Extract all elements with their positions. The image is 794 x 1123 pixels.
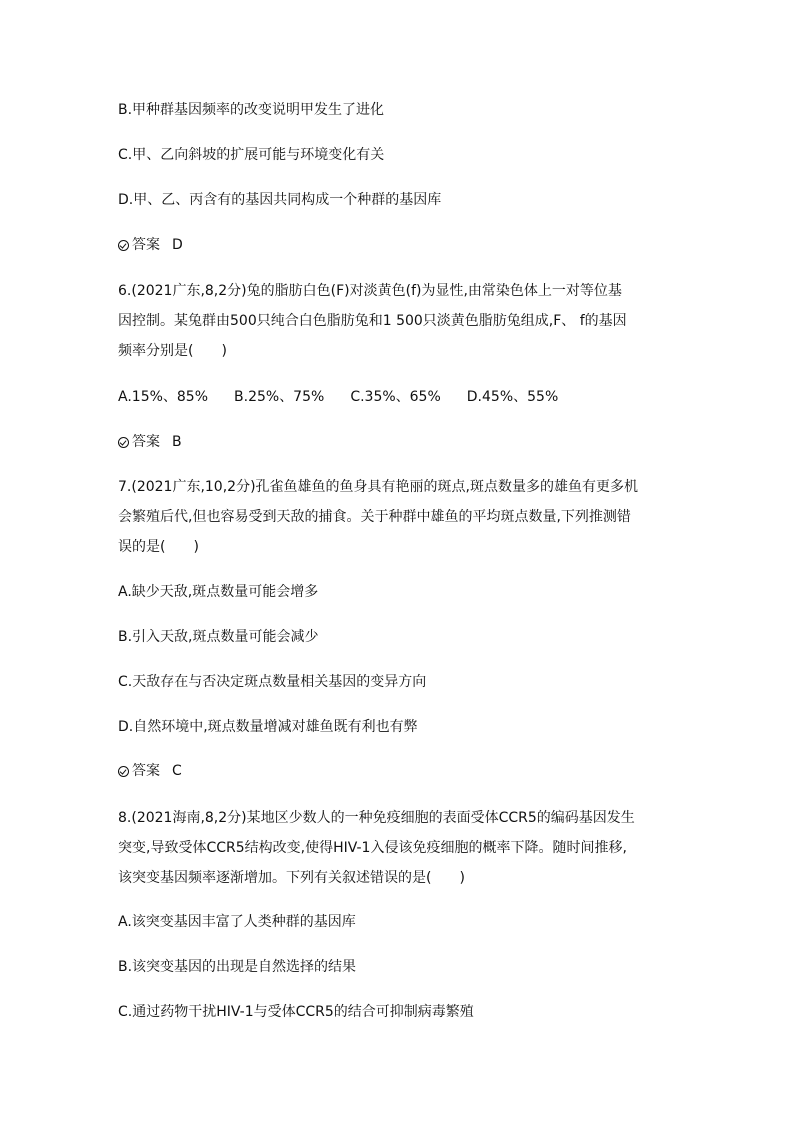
answer-label: 答案	[132, 763, 160, 779]
q6-options	[118, 387, 698, 407]
q7-option-c: C.天敌存在与否决定斑点数量相关基因的变异方向	[118, 674, 427, 690]
q8-stem-line2: 突变,导致受体CCR5结构改变,使得HIV-1入侵该免疫细胞的概率下降。随时间推移,	[118, 840, 627, 856]
q7-option-b: B.引入天敌,斑点数量可能会减少	[118, 629, 319, 645]
q7-stem-line1: 7.(2021广东,10,2分)孔雀鱼雄鱼的鱼身具有艳丽的斑点,斑点数量多的雄鱼有更多机	[118, 479, 638, 495]
answer-label: 答案	[132, 237, 160, 253]
q7-stem-line2: 会繁殖后代,但也容易受到天敌的捕食。关于种群中雄鱼的平均斑点数量,下列推测错	[118, 509, 631, 525]
answer-value: D	[172, 237, 183, 253]
q6-option-c: C.35%、65%	[350, 389, 441, 405]
q7-option-a: A.缺少天敌,斑点数量可能会增多	[118, 584, 319, 600]
q8-option-c: C.通过药物干扰HIV-1与受体CCR5的结合可抑制病毒繁殖	[118, 1004, 474, 1020]
answer-check-icon	[118, 766, 129, 777]
q6-stem-line2: 因控制。某兔群由500只纯合白色脂肪兔和1 500只淡黄色脂肪兔组成,F、 f的基因	[118, 313, 627, 329]
answer-check-icon	[118, 240, 129, 251]
q7-stem-line3: 误的是( )	[118, 539, 199, 555]
q6-option-a: A.15%、85%	[118, 389, 209, 405]
q5-option-c: C.甲、乙向斜坡的扩展可能与环境变化有关	[118, 147, 385, 163]
q6-stem-line1: 6.(2021广东,8,2分)兔的脂肪白色(F)对淡黄色(f)为显性,由常染色体上一对等位基	[118, 283, 622, 299]
q5-option-b: B.甲种群基因频率的改变说明甲发生了进化	[118, 102, 385, 118]
answer-value: B	[172, 434, 182, 450]
q8-stem-line1: 8.(2021海南,8,2分)某地区少数人的一种免疫细胞的表面受体CCR5的编码基因发生	[118, 810, 635, 826]
q8-stem-line3: 该突变基因频率逐渐增加。下列有关叙述错误的是( )	[118, 870, 465, 886]
answer-check-icon	[118, 437, 129, 448]
q6-option-b: B.25%、75%	[234, 389, 325, 405]
q6-option-d: D.45%、55%	[466, 389, 559, 405]
answer-value: C	[172, 763, 182, 779]
answer-label: 答案	[132, 434, 160, 450]
q5-answer	[118, 235, 698, 255]
q7-option-d: D.自然环境中,斑点数量增减对雄鱼既有利也有弊	[118, 719, 418, 735]
q7-answer	[118, 761, 698, 781]
q5-option-d: D.甲、乙、丙含有的基因共同构成一个种群的基因库	[118, 192, 442, 208]
q6-answer	[118, 432, 698, 452]
q6-stem-line3: 频率分别是( )	[118, 343, 227, 359]
q8-option-b: B.该突变基因的出现是自然选择的结果	[118, 959, 357, 975]
q8-option-a: A.该突变基因丰富了人类种群的基因库	[118, 914, 356, 930]
